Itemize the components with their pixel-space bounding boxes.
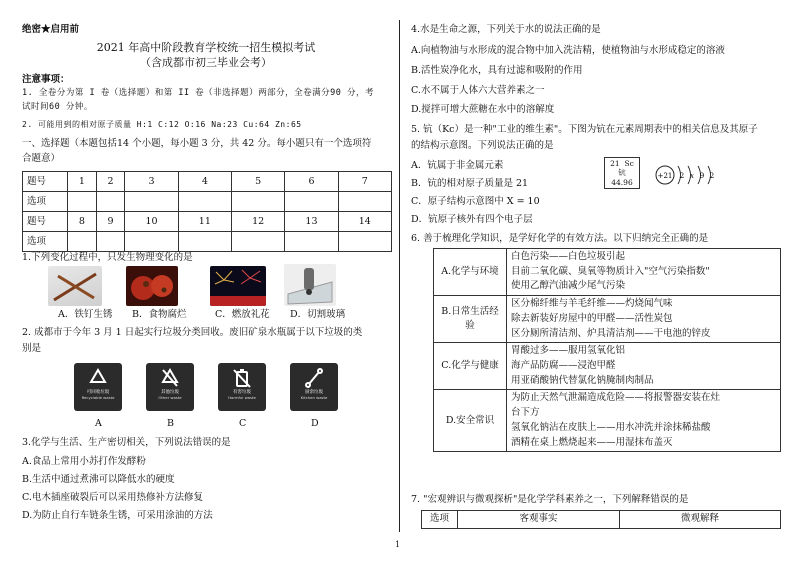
answer-cell[interactable]: [96, 232, 125, 252]
atomic-number: 21: [610, 159, 620, 168]
table-row: [23, 172, 392, 192]
bin-label-en: Recyclable waste: [81, 394, 115, 400]
q5-option-a[interactable]: A．钪属于非金属元素: [411, 160, 504, 171]
table-cell: 13: [285, 212, 338, 232]
q4-stem: 4.水是生命之源，下列关于水的说法正确的是: [411, 24, 601, 35]
table-header: 微观解释: [620, 511, 781, 529]
recyclable-bin-option[interactable]: [74, 363, 122, 411]
table-row[interactable]: [434, 343, 781, 390]
glass-cutting-image: [284, 264, 336, 306]
q6-stem: 6. 善于梳理化学知识，是学好化学的有效方法。以下归纳完全正确的是: [411, 233, 709, 244]
q1-option-d[interactable]: D．切割玻璃: [290, 309, 346, 320]
answer-table: [22, 171, 392, 252]
table-cell: 14: [338, 212, 391, 232]
q6-option-content: [507, 296, 781, 343]
bin-label: 其他垃圾: [161, 390, 179, 395]
statement: 为防止天然气泄漏造成危险——将报警器安装在灶: [511, 392, 721, 404]
bin-letter-c: C: [239, 418, 247, 429]
bin-label-en: Other waste: [158, 394, 182, 400]
answer-cell[interactable]: [96, 192, 125, 212]
answer-cell[interactable]: [178, 232, 231, 252]
q6-option-label[interactable]: D.安全常识: [434, 390, 507, 452]
bone-icon: [303, 367, 325, 389]
answer-cell[interactable]: [178, 192, 231, 212]
q4-option-d[interactable]: D.搅拌可增大蔗糖在水中的溶解度: [411, 104, 555, 115]
table-cell: 选项: [23, 192, 68, 212]
q3-option-b[interactable]: B.生活中通过煮沸可以降低水的硬度: [22, 474, 175, 485]
answer-cell[interactable]: [285, 232, 338, 252]
harmful-bin-option[interactable]: [218, 363, 266, 411]
fireworks-image: [210, 266, 266, 306]
shell-count: x: [690, 172, 694, 180]
q6-option-content: [507, 343, 781, 390]
q3-option-c[interactable]: C.电木插座破裂后可以采用热修补方法修复: [22, 492, 203, 503]
atom-structure-diagram: [652, 160, 724, 190]
q1-option-c[interactable]: C．燃放礼花: [215, 309, 270, 320]
table-cell: 2: [96, 172, 125, 192]
table-row[interactable]: [434, 249, 781, 296]
rotten-food-image: [126, 266, 178, 306]
statement: 氢氧化钠沾在皮肤上——用水冲洗并涂抹稀盐酸: [511, 421, 711, 433]
statement: 区分厕所清洁剂、炉具清洁剂——干电池的锌皮: [511, 327, 711, 339]
statement: 酒精在桌上燃烧起来——用湿抹布盖灭: [511, 436, 673, 448]
table-row[interactable]: [434, 390, 781, 452]
table-cell: 12: [232, 212, 285, 232]
table-row: [23, 192, 392, 212]
table-cell: 11: [178, 212, 231, 232]
table-cell: 5: [232, 172, 285, 192]
exam-subtitle: （含成都市初三毕业会考）: [140, 56, 272, 69]
q7-stem: 7. "宏观辨识与微观探析"是化学学科素养之一，下列解释错误的是: [411, 494, 689, 505]
bin-letter-b: B: [167, 418, 174, 429]
column-divider: [399, 20, 400, 532]
notes-item-1-cont: 试时间60 分钟。: [22, 102, 93, 112]
table-cell: 选项: [23, 232, 68, 252]
table-cell: 题号: [23, 172, 68, 192]
q5-option-c[interactable]: C．原子结构示意图中 X = 10: [411, 196, 540, 207]
q2-stem-cont: 别是: [22, 343, 42, 354]
q3-option-d[interactable]: D.为防止自行车链条生锈，可采用涂油的方法: [22, 510, 213, 521]
table-cell: 3: [125, 172, 178, 192]
q5-option-d[interactable]: D．钪原子核外有四个电子层: [411, 214, 533, 225]
answer-cell[interactable]: [68, 232, 97, 252]
table-row: [422, 511, 781, 529]
recycle-icon: [87, 367, 109, 389]
bin-letter-d: D: [311, 418, 319, 429]
statement: 使用乙醇汽油减少尾气污染: [511, 280, 626, 292]
q6-option-content: [507, 249, 781, 296]
statement: 目前二氧化碳、臭氧等物质计入"空气污染指数": [511, 265, 710, 277]
section1-heading-cont: 合题意）: [22, 153, 61, 164]
table-cell: 1: [68, 172, 97, 192]
q6-option-label[interactable]: A.化学与环境: [434, 249, 507, 296]
bin-letter-a: A: [95, 418, 102, 429]
table-row[interactable]: [434, 296, 781, 343]
q3-option-a[interactable]: A.食品上常用小苏打作发酵粉: [22, 456, 146, 467]
table-cell: 6: [285, 172, 338, 192]
statement: 区分棉纤维与羊毛纤维——灼烧闻气味: [511, 298, 673, 310]
bin-label: 可回收垃圾: [86, 390, 110, 395]
other-bin-option[interactable]: [146, 363, 194, 411]
exam-title: 2021 年高中阶段教育学校统一招生模拟考试: [96, 41, 316, 54]
answer-cell[interactable]: [125, 192, 178, 212]
answer-cell[interactable]: [125, 232, 178, 252]
q6-option-label[interactable]: C.化学与健康: [434, 343, 507, 390]
answer-cell[interactable]: [338, 232, 391, 252]
element-symbol: Sc: [624, 159, 634, 168]
table-cell: 题号: [23, 212, 68, 232]
q4-option-b[interactable]: B.活性炭净化水，具有过滤和吸附的作用: [411, 65, 583, 76]
statement: 台下方: [511, 407, 540, 419]
q6-option-label[interactable]: B.日常生活经验: [434, 296, 507, 343]
rusty-nail-image: [48, 266, 102, 306]
answer-cell[interactable]: [338, 192, 391, 212]
answer-cell[interactable]: [68, 192, 97, 212]
kitchen-bin-option[interactable]: [290, 363, 338, 411]
q5-option-b[interactable]: B．钪的相对原子质量是 21: [411, 178, 529, 189]
answer-cell[interactable]: [232, 232, 285, 252]
page-number: 1: [395, 540, 401, 549]
section1-heading: 一、选择题（本题包括14 个小题，每小题 3 分，共 42 分。每小题只有一个选项符: [22, 138, 372, 149]
q1-option-b[interactable]: B．食物腐烂: [132, 309, 187, 320]
battery-icon: [231, 367, 253, 389]
bin-label-en: Kitchen waste: [300, 394, 328, 400]
statement: 白色污染——白色垃圾引起: [511, 251, 626, 262]
table-cell: 10: [125, 212, 178, 232]
table-row: [23, 232, 392, 252]
table-cell: 7: [338, 172, 391, 192]
secret-mark: 绝密★启用前: [22, 24, 80, 35]
table-cell: 4: [178, 172, 231, 192]
statement: 海产品防腐——浸泡甲醛: [511, 360, 616, 372]
element-cell: [604, 157, 640, 189]
q1-option-a[interactable]: A．铁钉生锈: [58, 309, 113, 320]
statement: 胃酸过多——服用氢氧化铝: [511, 345, 626, 357]
nucleus-charge: +21: [657, 172, 673, 180]
table-header: 选项: [422, 511, 458, 529]
statement: 除去新装好房屋中的甲醛——活性炭包: [511, 312, 673, 324]
q6-options-table: [433, 248, 781, 452]
notes-item-1: 1. 全卷分为第 I 卷（选择题）和第 II 卷（非选择题）两部分，全卷满分90 分，考: [22, 88, 375, 98]
q1-stem: 1.下列变化过程中，只发生物理变化的是: [22, 252, 193, 263]
bin-label: 有害垃圾: [233, 390, 251, 395]
q5-stem-cont: 的结构示意图。下列说法正确的是: [411, 140, 554, 151]
table-row: [23, 212, 392, 232]
table-cell: 8: [68, 212, 97, 232]
q4-option-c[interactable]: C.水不属于人体六大营养素之一: [411, 85, 545, 96]
notes-heading: 注意事项：: [22, 74, 70, 85]
table-cell: 9: [96, 212, 125, 232]
q4-option-a[interactable]: A.向植物油与水形成的混合物中加入洗洁精，使植物油与水形成稳定的溶液: [411, 45, 725, 56]
statement: 用亚硝酸钠代替氯化钠腌制肉制品: [511, 374, 654, 386]
q5-stem: 5. 钪（Kc）是一种"工业的维生素"。下图为钪在元素周期表中的相关信息及其原子: [411, 124, 758, 135]
shell-count: 9: [699, 172, 705, 180]
shell-count: 2: [679, 172, 685, 180]
bin-label: 厨余垃圾: [305, 390, 323, 395]
atomic-mass: 44.96: [611, 177, 633, 187]
element-name: 钪: [618, 168, 626, 178]
q3-stem: 3.化学与生活、生产密切相关，下列说法错误的是: [22, 437, 231, 448]
bin-label-en: Harmful waste: [228, 394, 256, 400]
q7-table: [421, 510, 781, 529]
q6-option-content: [507, 390, 781, 452]
shell-count: 2: [709, 172, 715, 180]
answer-cell[interactable]: [232, 192, 285, 212]
table-header: 客观事实: [458, 511, 620, 529]
recycle-icon: [159, 367, 181, 389]
notes-item-2: 2. 可能用到的相对原子质量 H:1 C:12 O:16 Na:23 Cu:64 Zn:65: [22, 120, 302, 129]
answer-cell[interactable]: [285, 192, 338, 212]
q2-stem: 2. 成都市于今年 3 月 1 日起实行垃圾分类回收。废旧矿泉水瓶属于以下垃圾的类: [22, 327, 363, 338]
